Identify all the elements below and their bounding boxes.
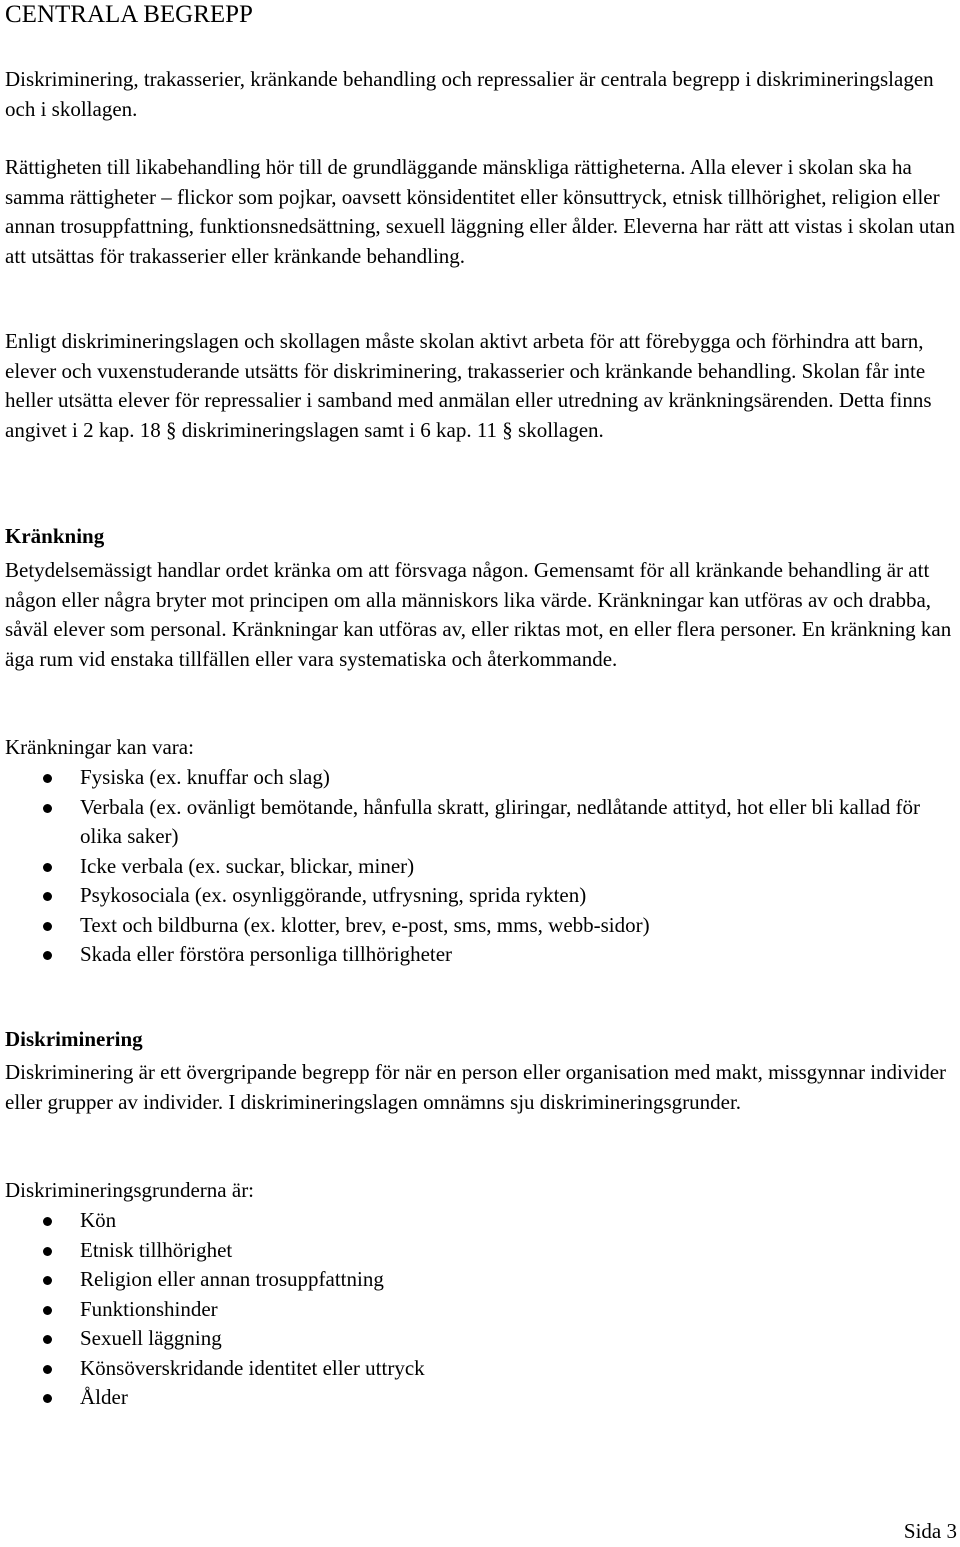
bullet-icon (43, 1247, 52, 1256)
bullet-icon (43, 774, 52, 783)
list-item (5, 940, 957, 970)
list-item-text: Verbala (ex. ovänligt bemötande, hånfulla skratt, gliringar, nedlåtande attityd, hot eller bli kallad för olika saker) (80, 794, 921, 848)
list-item (5, 852, 957, 882)
rights-paragraph: Rättigheten till likabehandling hör till de grundläggande mänskliga rättigheterna. Alla elever i skolan ska ha samma rättigheter – flickor som pojkar, oavsett könsidentitet eller könsuttryck, etnisk tillhörighet, religion eller annan trosuppfattning, funktionsnedsättning, sexuell läggning eller ålder. Eleverna har rätt att vistas i skolan utan att utsättas för trakasserier eller kränkande behandling. (5, 155, 956, 268)
bullet-icon (43, 1276, 52, 1285)
list-item-text: Ålder (80, 1385, 128, 1409)
page-number: Sida 3 (903, 1519, 957, 1543)
bullet-icon (43, 1365, 52, 1374)
list-item (5, 1383, 957, 1413)
list-item-text: Sexuell läggning (80, 1326, 222, 1350)
krankning-list-intro: Kränkningar kan vara: (5, 735, 194, 759)
list-item (5, 1236, 957, 1266)
list-item (5, 1324, 957, 1354)
page-title: CENTRALA BEGREPP (5, 1, 253, 28)
krankning-paragraph: Betydelsemässigt handlar ordet kränka om att försvaga någon. Gemensamt för all kränkande behandling är att någon eller några bryter mot principen om alla människors lika värde. Kränkningar kan utföras av och drabba, såväl elever som personal. Kränkningar kan utföras av, eller riktas mot, en eller flera personer. En kränkning kan äga rum vid enstaka tillfällen eller vara systematiska och återkommande. (5, 558, 952, 671)
list-item (5, 763, 957, 793)
diskriminering-list (5, 1206, 957, 1413)
diskriminering-heading: Diskriminering (5, 1027, 143, 1051)
bullet-icon (43, 804, 52, 813)
list-item (5, 1295, 957, 1325)
bullet-icon (43, 863, 52, 872)
bullet-icon (43, 1306, 52, 1315)
bullet-icon (43, 892, 52, 901)
list-item (5, 1265, 957, 1295)
krankning-list (5, 763, 957, 970)
list-item (5, 1206, 957, 1236)
list-item-text: Kön (80, 1208, 117, 1232)
diskriminering-list-intro: Diskrimineringsgrunderna är: (5, 1178, 255, 1202)
list-item (5, 793, 957, 852)
list-item-text: Religion eller annan trosuppfattning (80, 1267, 384, 1291)
list-item-text: Icke verbala (ex. suckar, blickar, miner) (80, 853, 415, 878)
list-item-text: Funktionshinder (80, 1296, 218, 1321)
list-item (5, 881, 957, 911)
bullet-icon (43, 951, 52, 960)
list-item (5, 911, 957, 941)
list-item-text: Könsöverskridande identitet eller uttryck (80, 1355, 425, 1380)
bullet-icon (43, 1217, 52, 1226)
diskriminering-paragraph: Diskriminering är ett övergripande begrepp för när en person eller organisation med makt, missgynnar individer eller grupper av individer. I diskrimineringslagen omnämns sju diskrimineringsgrunder. (5, 1060, 947, 1114)
list-item-text: Psykosociala (ex. osynliggörande, utfrysning, sprida rykten) (80, 883, 587, 907)
krankning-heading: Kränkning (5, 524, 105, 548)
list-item-text: Text och bildburna (ex. klotter, brev, e-post, sms, mms, webb-sidor) (80, 912, 650, 937)
bullet-icon (43, 922, 52, 931)
intro-paragraph: Diskriminering, trakasserier, kränkande behandling och repressalier är centrala begrepp i diskrimineringslagen och i skollagen. (5, 67, 934, 121)
bullet-icon (43, 1335, 52, 1344)
list-item (5, 1354, 957, 1384)
list-item-text: Fysiska (ex. knuffar och slag) (80, 765, 330, 789)
list-item-text: Skada eller förstöra personliga tillhörigheter (80, 942, 453, 966)
bullet-icon (43, 1394, 52, 1403)
list-item-text: Etnisk tillhörighet (80, 1237, 233, 1262)
law-paragraph: Enligt diskrimineringslagen och skollagen måste skolan aktivt arbeta för att förebygga och förhindra att barn, elever och vuxenstuderande utsätts för diskriminering, trakasserier och kränkande behandling. Skolan får inte heller utsätta elever för repressalier i samband med anmälan eller utredning av kränkningsärenden. Detta finns angivet i 2 kap. 18 § diskrimineringslagen samt i 6 kap. 11 § skollagen. (5, 329, 932, 442)
